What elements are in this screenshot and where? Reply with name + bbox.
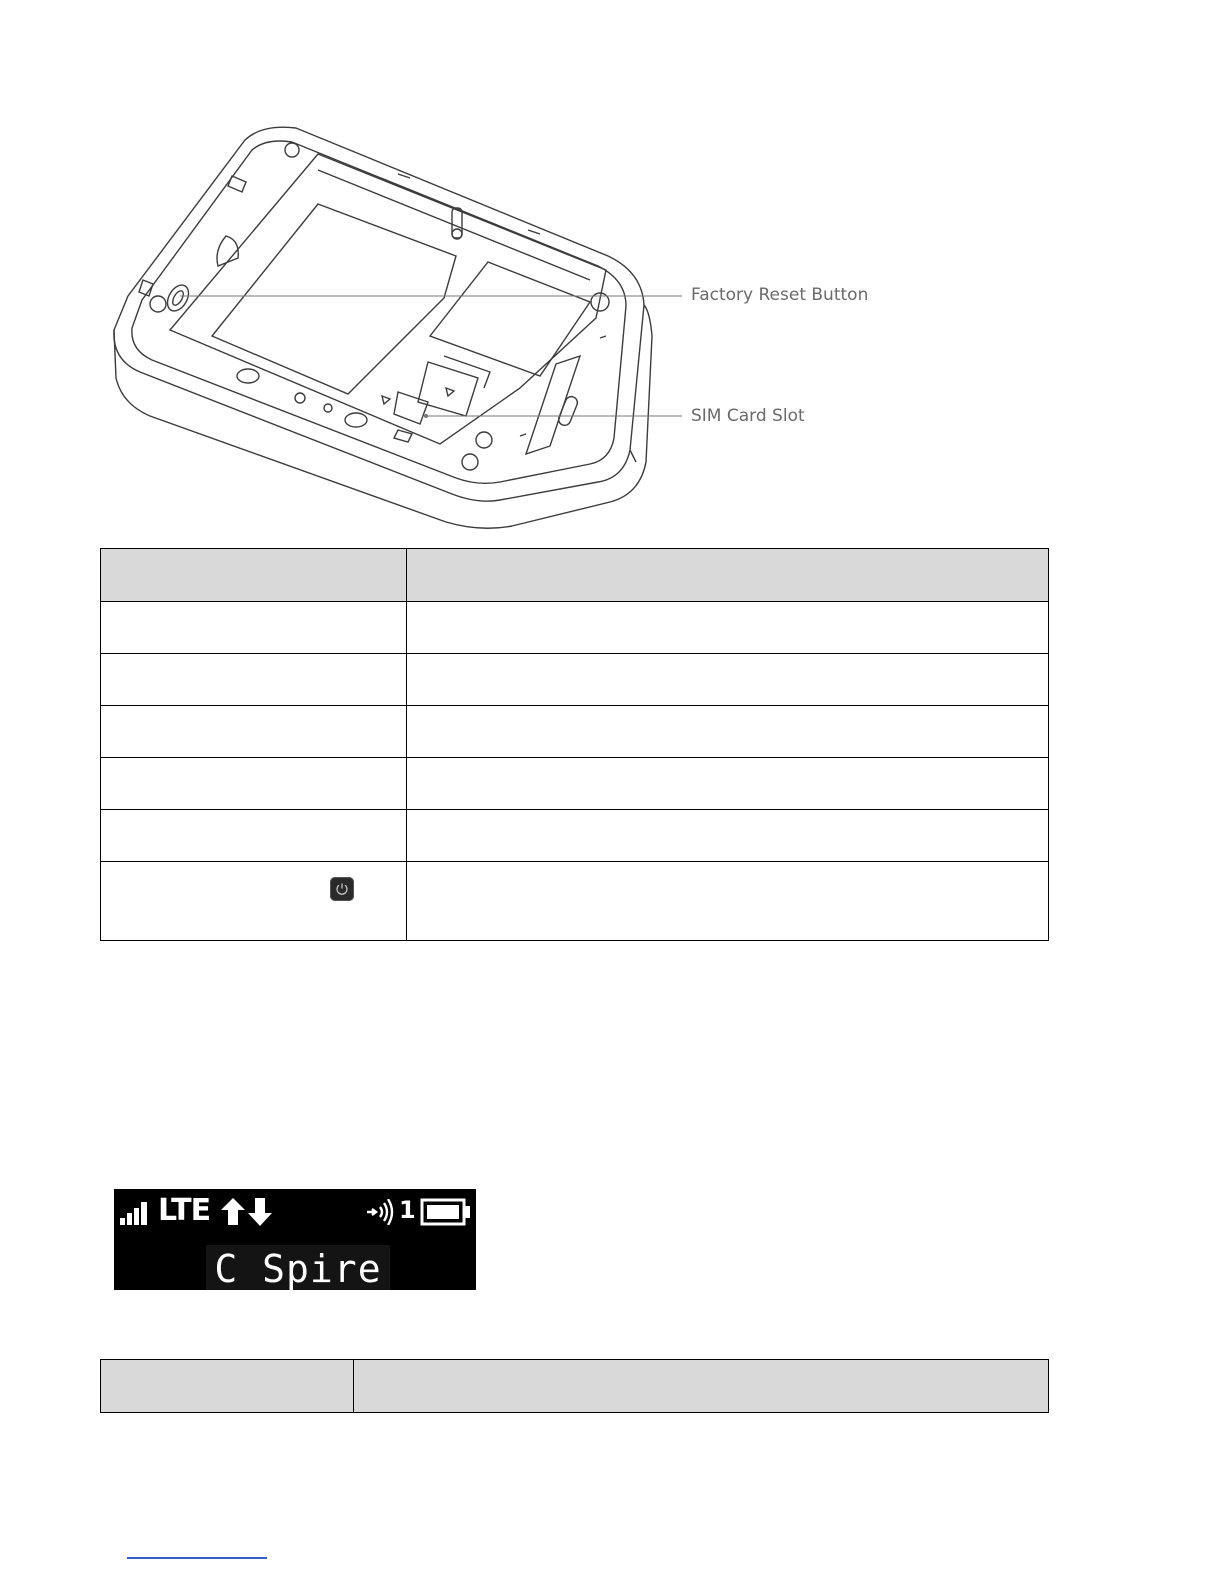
header-cell bbox=[101, 549, 407, 602]
factory-reset-callout: Factory Reset Button bbox=[691, 285, 869, 305]
header-cell bbox=[407, 549, 1049, 602]
table-cell bbox=[407, 706, 1049, 758]
sim-slot-callout: SIM Card Slot bbox=[691, 406, 805, 426]
components-table bbox=[100, 548, 1049, 941]
up-down-arrows-icon bbox=[220, 1197, 274, 1227]
table-cell bbox=[407, 602, 1049, 654]
network-type-label: LTE bbox=[158, 1193, 211, 1228]
table-cell bbox=[407, 810, 1049, 862]
table-header-row bbox=[101, 1360, 1049, 1413]
table-cell bbox=[101, 758, 407, 810]
header-cell bbox=[101, 1360, 354, 1413]
battery-full-icon bbox=[420, 1198, 472, 1226]
device-outer-shell bbox=[114, 127, 644, 501]
table-row bbox=[101, 602, 1049, 654]
table-row bbox=[101, 810, 1049, 862]
table-row bbox=[101, 706, 1049, 758]
factory-reset-button-drawing bbox=[163, 281, 193, 314]
table-cell bbox=[101, 706, 407, 758]
table-row bbox=[101, 654, 1049, 706]
connected-devices-count: 1 bbox=[399, 1196, 416, 1224]
hyperlink-underline[interactable] bbox=[127, 1557, 267, 1559]
table-cell bbox=[407, 654, 1049, 706]
table-header-row bbox=[101, 549, 1049, 602]
table-row bbox=[101, 758, 1049, 810]
signal-bars-icon bbox=[120, 1201, 152, 1225]
wifi-clients-icon bbox=[367, 1199, 397, 1225]
power-icon bbox=[330, 877, 354, 901]
table-cell bbox=[407, 862, 1049, 941]
table-cell bbox=[101, 810, 407, 862]
lcd-status-screen bbox=[114, 1189, 476, 1290]
table-cell bbox=[407, 758, 1049, 810]
status-icons-table bbox=[100, 1359, 1049, 1413]
carrier-banner bbox=[206, 1245, 390, 1290]
table-cell bbox=[101, 602, 407, 654]
device-back-illustration bbox=[100, 118, 900, 538]
table-cell bbox=[101, 654, 407, 706]
header-cell bbox=[354, 1360, 1049, 1413]
table-row bbox=[101, 862, 1049, 941]
table-cell bbox=[101, 862, 407, 941]
carrier-name: C Spire bbox=[214, 1247, 382, 1290]
